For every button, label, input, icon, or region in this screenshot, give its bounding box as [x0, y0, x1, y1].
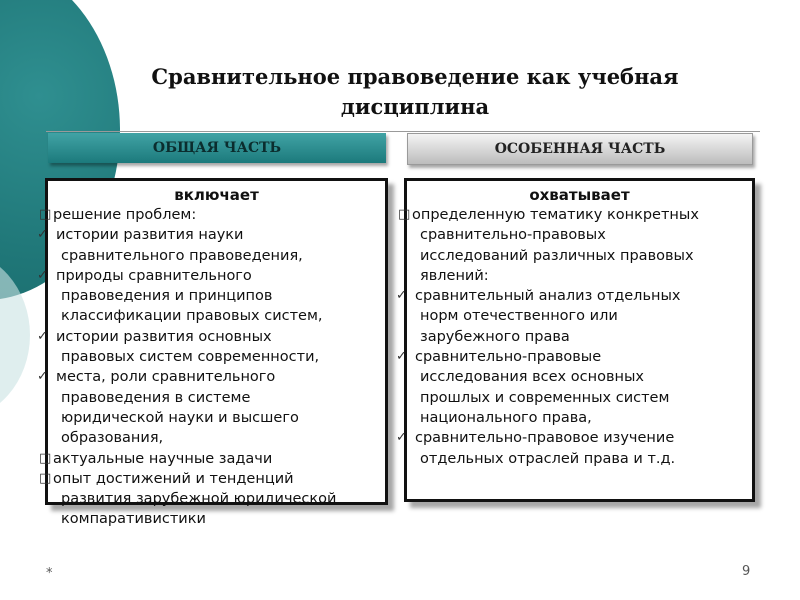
general-part-header-label: ОБЩАЯ ЧАСТЬ — [152, 140, 282, 156]
check-bullet-icon: ✓ — [37, 328, 48, 344]
list-item: □ определенную тематику конкретных — [407, 205, 752, 225]
list-item: исследования всех основных — [420, 369, 644, 386]
list-item: ✓ сравнительный анализ отдельных — [407, 286, 752, 306]
square-bullet-icon: □ — [39, 450, 52, 466]
list-item: исследований различных правовых — [420, 247, 694, 264]
list-item: правоведения в системе — [61, 389, 251, 406]
list-item: прошлых и современных систем — [420, 389, 670, 406]
list-item: развития зарубежной юридической — [61, 491, 337, 508]
list-item: ✓ сравнительно-правовое изучение — [407, 428, 752, 448]
list-item: классификации правовых систем, — [61, 308, 323, 325]
check-bullet-icon: ✓ — [396, 288, 407, 304]
slide-title-line-2: дисциплина — [340, 94, 490, 119]
footer-star: * — [46, 566, 53, 581]
list-item: национального права, — [420, 409, 592, 426]
general-box-title: включает — [174, 186, 259, 204]
list-item: явлений: — [420, 267, 489, 284]
list-item: ✓ истории развития основных — [48, 327, 385, 347]
special-part-box — [396, 178, 755, 502]
list-item: юридической науки и высшего — [61, 409, 299, 426]
list-item: □ опыт достижений и тенденций — [48, 469, 385, 489]
square-bullet-icon: □ — [398, 207, 411, 222]
special-part-header — [407, 133, 753, 165]
list-item: ✓ природы сравнительного — [48, 266, 385, 286]
list-item: сравнительно-правовых — [420, 227, 606, 244]
check-bullet-icon: ✓ — [396, 349, 407, 365]
general-part-header — [48, 133, 386, 163]
check-bullet-icon: ✓ — [37, 227, 48, 243]
square-bullet-icon: □ — [39, 470, 52, 486]
special-part-header-label: ОСОБЕННАЯ ЧАСТЬ — [494, 141, 666, 157]
list-item: зарубежного права — [420, 328, 570, 345]
check-bullet-icon: ✓ — [396, 430, 407, 446]
page-number: 9 — [742, 564, 751, 579]
list-item: норм отечественного или — [420, 308, 618, 325]
slide-title-line-1: Сравнительное правоведение как учебная — [151, 64, 679, 89]
list-item: □ актуальные научные задачи — [48, 449, 385, 469]
header-rule — [46, 131, 760, 132]
square-bullet-icon: □ — [39, 207, 52, 222]
list-item: правовых систем современности, — [61, 349, 320, 366]
special-box-title: охватывает — [529, 186, 630, 204]
check-bullet-icon: ✓ — [37, 267, 48, 283]
general-part-box — [37, 178, 388, 528]
list-item: правоведения и принципов — [61, 288, 273, 305]
list-item: ✓ места, роли сравнительного — [48, 367, 385, 387]
slide-title — [150, 62, 680, 122]
check-bullet-icon: ✓ — [37, 369, 48, 385]
list-item: □ решение проблем: — [48, 205, 385, 225]
list-item: сравнительного правоведения, — [61, 247, 303, 264]
list-item: ✓ истории развития науки — [48, 225, 385, 245]
list-item: образования, — [61, 430, 164, 447]
list-item: отдельных отраслей права и т.д. — [420, 450, 676, 467]
list-item: ✓ сравнительно-правовые — [407, 347, 752, 367]
list-item: компаративистики — [61, 511, 206, 528]
